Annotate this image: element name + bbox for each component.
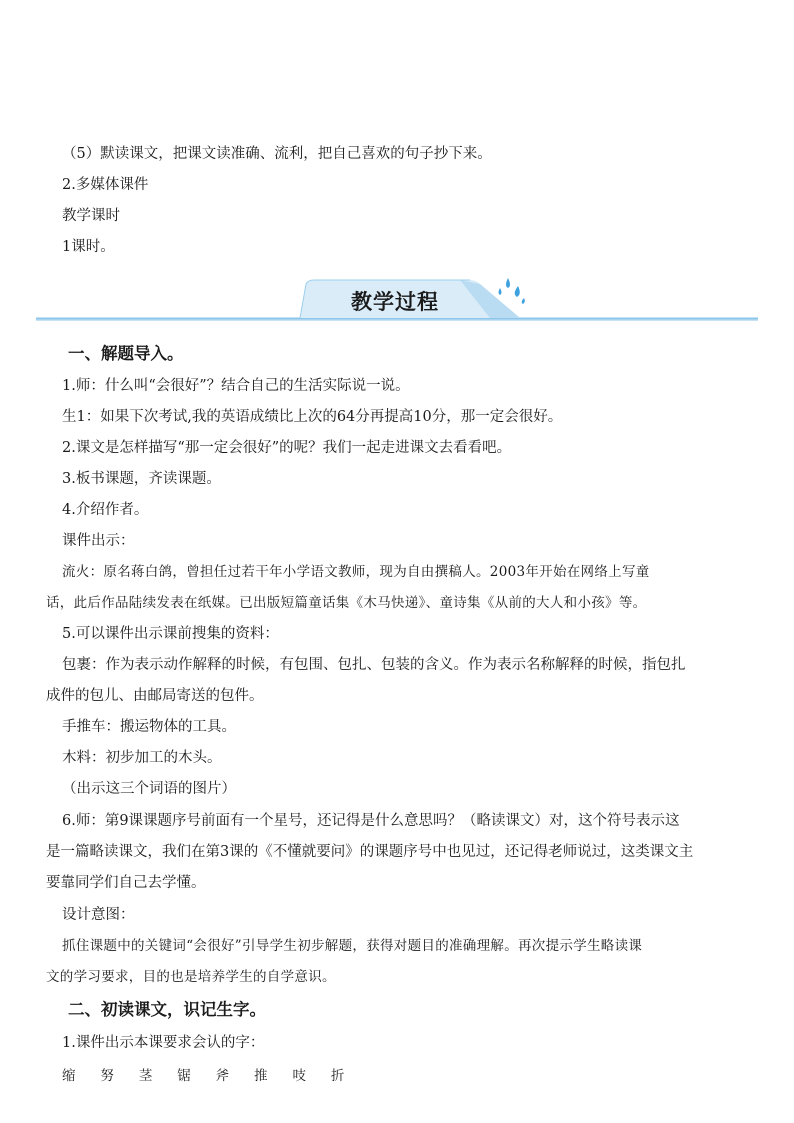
s1-paragraph-3: 2.课文是怎样描写“那一定会很好”的呢？我们一起走进课文去看看吧。 (62, 440, 512, 456)
design-intent-label: 设计意图： (62, 907, 135, 923)
baoguo-definition-line-2: 成件的包儿、由邮局寄送的包件。 (46, 688, 264, 704)
banner-base-stroke (36, 318, 758, 320)
section-1-heading: 一、解题导入。 (68, 344, 184, 363)
s2-paragraph-1: 1.课件出示本课要求会认的字： (62, 1035, 265, 1051)
muliao-definition: 木料：初步加工的木头。 (62, 750, 222, 766)
character: 斧 (215, 1068, 230, 1084)
design-intent-line-2: 文的学习要求，目的也是培养学生的自学意识。 (46, 969, 336, 985)
intro-item-5: （5）默读课文，把课文读准确、流利，把自己喜欢的句子抄下来。 (62, 146, 492, 162)
s1-paragraph-5: 4.介绍作者。 (62, 502, 149, 518)
section-2-heading: 二、初读课文，识记生字。 (68, 1000, 266, 1019)
author-intro-line-2: 话，此后作品陆续发表在纸媒。已出版短篇童话集《木马快递》、童诗集《从前的大人和小孩》等。 (46, 595, 647, 611)
water-drop-icon (499, 278, 525, 304)
character: 推 (254, 1068, 268, 1084)
s1-courseware-label: 课件出示： (62, 533, 135, 549)
baoguo-definition-line-1: 包裹：作为表示动作解释的时候，有包围、包扎、包装的含义。作为表示名称解释的时候，指包扎 (62, 657, 686, 673)
s1-paragraph-8-line-2: 是一篇略读课文，我们在第3课的《不懂就要问》的课题序号中也见过，还记得老师说过，这类课文主 (46, 844, 694, 860)
author-intro-line-1: 流火：原名蒋白鸽，曾担任过若干年小学语文教师，现为自由撰稿人。2003年开始在网络上写童 (62, 564, 650, 580)
character: 缩 (62, 1068, 76, 1084)
s1-paragraph-4: 3.板书课题，齐读课题。 (62, 471, 221, 487)
s1-paragraph-8-line-3: 要靠同学们自己去学懂。 (46, 875, 206, 891)
tuiche-definition: 手推车：搬运物体的工具。 (62, 719, 236, 735)
teaching-hours-value: 1课时。 (62, 239, 115, 255)
teaching-hours-label: 教学课时 (62, 208, 120, 224)
new-characters-list (62, 1066, 365, 1086)
s1-paragraph-1: 1.师：什么叫“会很好”？结合自己的生活实际说一说。 (62, 378, 410, 394)
design-intent-line-1: 抓住课题中的关键词“会很好”引导学生初步解题，获得对题目的准确理解。再次提示学生略读课 (62, 938, 643, 954)
banner-title: 教学过程 (351, 290, 439, 314)
intro-item-2: 2.多媒体课件 (62, 177, 149, 193)
s1-paragraph-2: 生1：如果下次考试,我的英语成绩比上次的64分再提高10分，那一定会很好。 (62, 409, 563, 425)
pictures-note: （出示这三个词语的图片） (62, 781, 236, 797)
character: 努 (100, 1068, 115, 1084)
character: 锯 (177, 1068, 192, 1084)
s1-paragraph-8-line-1: 6.师：第9课课题序号前面有一个星号，还记得是什么意思吗？（略读课文）对，这个符号表示这 (62, 813, 680, 829)
s1-paragraph-7: 5.可以课件出示课前搜集的资料： (62, 626, 279, 642)
character: 茎 (138, 1068, 153, 1084)
character: 折 (330, 1068, 345, 1084)
character: 吱 (292, 1068, 307, 1084)
